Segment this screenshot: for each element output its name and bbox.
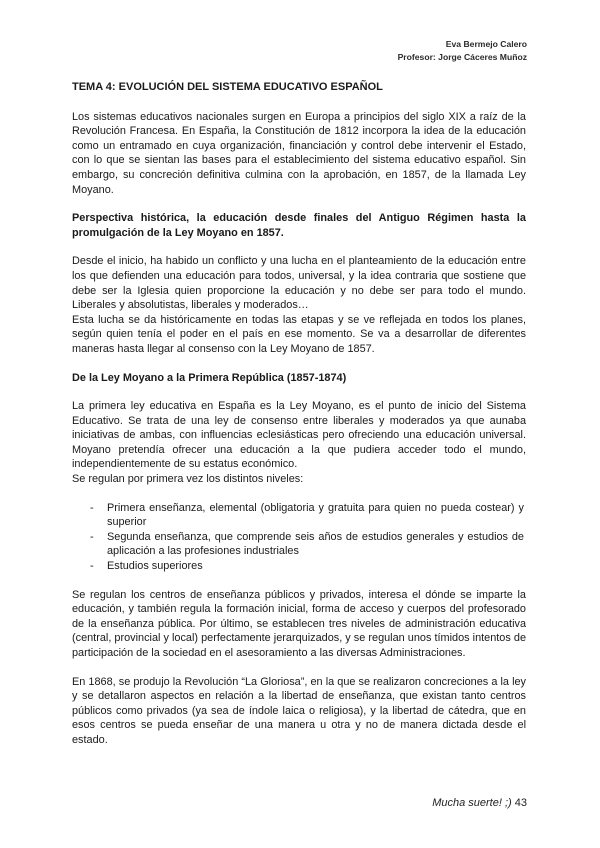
page-number: 43: [514, 797, 527, 809]
section-heading-historical: Perspectiva histórica, la educación desde finales del Antiguo Régimen hasta la promulgación de la Ley Moyano en 1857.: [72, 212, 526, 239]
list-item: [72, 559, 526, 574]
paragraph-struggle: Esta lucha se da históricamente en todas las etapas y se ve reflejada en todos los planes, según quien tenía el poder en el país en ese momento. Se va a desarrollar de diferentes maneras hasta llegar al consenso con la Ley Moyano de 1857.: [72, 313, 526, 355]
paragraph-first-law: La primera ley educativa en España es la Ley Moyano, es el punto de inicio del Sistema Educativo. Se trata de una ley de consenso entre liberales y moderados ya que aunaba iniciativas de ambas, con influencias eclesiásticas pero ofreciendo una educación universal. Moyano pretendía ofrecer una educación a la que pudiera acceder todo el mundo, independientemente de su estatus económico.: [72, 400, 526, 471]
list-item: [72, 501, 526, 530]
section-heading-moyano: De la Ley Moyano a la Primera República (1857-1874): [72, 371, 347, 384]
footer-motto: Mucha suerte! ;): [432, 797, 512, 809]
paragraph-conflict: Desde el inicio, ha habido un conflicto y una lucha en el planteamiento de la educación entre los que defienden una educación para todos, universal, y la idea contraria que sostiene que debe ser la Iglesia quien proporcione la educación y no debe ser para todo el mundo. Liberales y absolutistas, liberales y moderados…: [72, 255, 526, 312]
dash-bullet: -: [90, 501, 94, 514]
page-footer: [432, 797, 527, 809]
dash-bullet: -: [90, 530, 94, 543]
paragraph-levels-intro: Se regulan por primera vez los distintos niveles:: [72, 473, 304, 486]
list-item-text: Estudios superiores: [107, 560, 203, 573]
document-body: [72, 80, 526, 748]
list-item-text: Primera enseñanza, elemental (obligatoria y gratuita para quien no pueda costear) y superior: [107, 501, 524, 529]
page-header: [398, 38, 527, 64]
intro-paragraph: Los sistemas educativos nacionales surgen en Europa a principios del siglo XIX a raíz de la Revolución Francesa. En España, la Constitución de 1812 incorpora la idea de la educación como un entramado en cuya organización, financiación y control debe intervenir el Estado, con lo que se sientan las bases para el establecimiento del sistema educativo español. Sin embargo, su concreción definitiva culmina con la aprobación, en 1857, de la llamada Ley Moyano.: [72, 110, 526, 196]
paragraph-revolution: En 1868, se produjo la Revolución “La Gloriosa”, en la que se realizaron concreciones a la ley y se detallaron aspectos en relación a la libertad de enseñanza, que existan tanto centros públicos como privados (ya sea de índole laica o religiosa), y la libertad de cátedra, que en esos centros se pueda enseñar de una manera u otra y no de manera dictada desde el estado.: [72, 675, 526, 746]
list-item: [72, 530, 526, 559]
dash-bullet: -: [90, 560, 94, 573]
professor-name: Profesor: Jorge Cáceres Muñoz: [397, 52, 527, 62]
levels-list: [72, 501, 526, 574]
list-item-text: Segunda enseñanza, que comprende seis años de estudios generales y estudios de aplicación a las profesiones industriales: [107, 530, 524, 558]
paragraph-centers: Se regulan los centros de enseñanza públicos y privados, interesa el dónde se imparte la educación, y también regula la formación inicial, forma de acceso y cuerpos del profesorado de la enseñanza pública. Por último, se establecen tres niveles de administración educativa (central, provincial y local) perfectamente jerarquizados, y se regulan unos tímidos intentos de participación de la sociedad en el asesoramiento a las diversas Administraciones.: [72, 588, 526, 659]
author-name: Eva Bermejo Calero: [445, 39, 527, 49]
document-title: TEMA 4: EVOLUCIÓN DEL SISTEMA EDUCATIVO ESPAÑOL: [72, 81, 383, 93]
